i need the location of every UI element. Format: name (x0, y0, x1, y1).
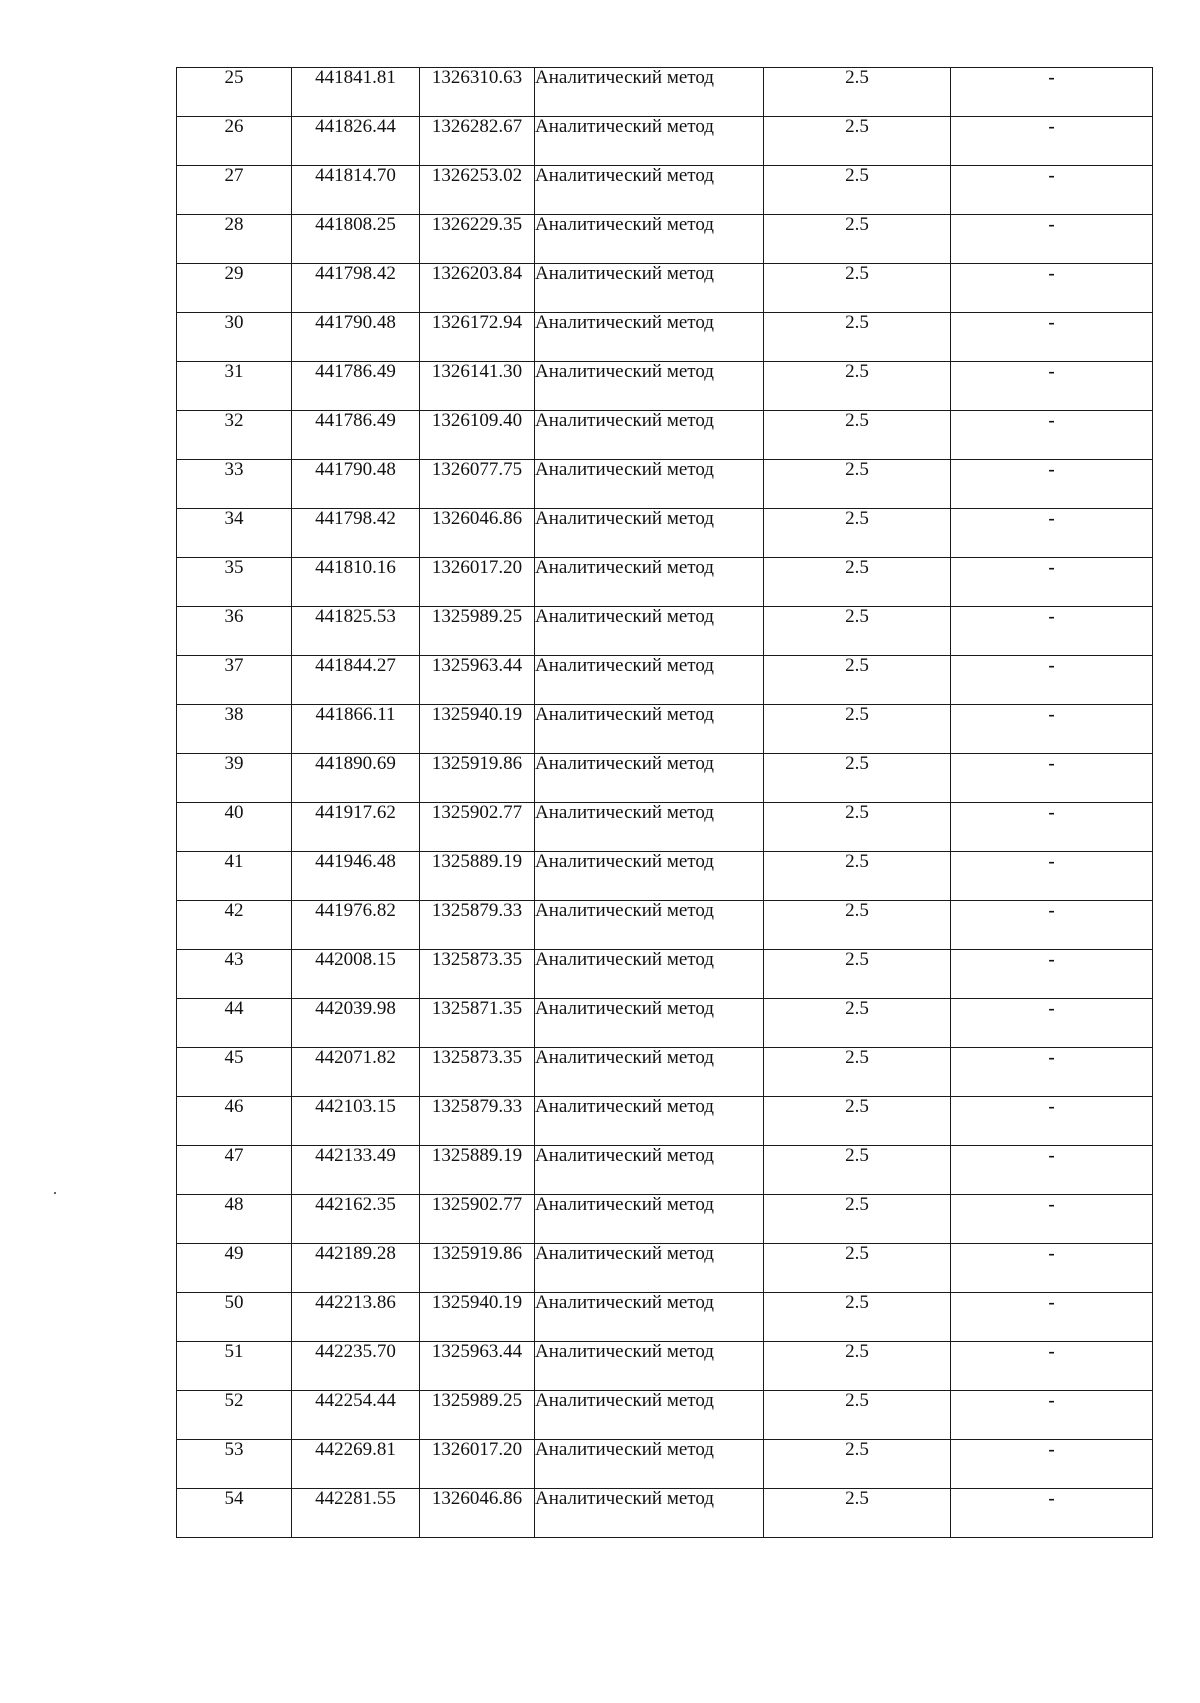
table-row (177, 803, 1153, 852)
y-coordinate-cell: 1326253.02 (420, 166, 535, 215)
description-cell: - (951, 754, 1153, 803)
method-cell: Аналитический метод (535, 999, 764, 1048)
point-number-cell: 27 (177, 166, 292, 215)
method-cell: Аналитический метод (535, 852, 764, 901)
x-coordinate-cell: 442071.82 (292, 1048, 420, 1097)
description-cell: - (951, 1097, 1153, 1146)
method-cell: Аналитический метод (535, 607, 764, 656)
point-number-cell: 34 (177, 509, 292, 558)
method-cell: Аналитический метод (535, 1097, 764, 1146)
x-coordinate-cell: 441790.48 (292, 460, 420, 509)
accuracy-cell: 2.5 (764, 264, 951, 313)
table-row (177, 1048, 1153, 1097)
accuracy-cell: 2.5 (764, 362, 951, 411)
accuracy-cell: 2.5 (764, 656, 951, 705)
description-cell: - (951, 999, 1153, 1048)
y-coordinate-cell: 1326077.75 (420, 460, 535, 509)
method-cell: Аналитический метод (535, 901, 764, 950)
description-cell: - (951, 1293, 1153, 1342)
table-row (177, 1440, 1153, 1489)
coordinates-table-body (177, 68, 1153, 1538)
x-coordinate-cell: 442008.15 (292, 950, 420, 999)
method-cell: Аналитический метод (535, 705, 764, 754)
x-coordinate-cell: 441826.44 (292, 117, 420, 166)
y-coordinate-cell: 1325940.19 (420, 705, 535, 754)
method-cell: Аналитический метод (535, 215, 764, 264)
description-cell: - (951, 1146, 1153, 1195)
description-cell: - (951, 607, 1153, 656)
y-coordinate-cell: 1326017.20 (420, 558, 535, 607)
method-cell: Аналитический метод (535, 117, 764, 166)
x-coordinate-cell: 441786.49 (292, 362, 420, 411)
accuracy-cell: 2.5 (764, 1440, 951, 1489)
description-cell: - (951, 313, 1153, 362)
method-cell: Аналитический метод (535, 509, 764, 558)
description-cell: - (951, 656, 1153, 705)
method-cell: Аналитический метод (535, 1440, 764, 1489)
description-cell: - (951, 166, 1153, 215)
x-coordinate-cell: 441841.81 (292, 68, 420, 117)
y-coordinate-cell: 1326282.67 (420, 117, 535, 166)
table-row (177, 705, 1153, 754)
description-cell: - (951, 803, 1153, 852)
description-cell: - (951, 117, 1153, 166)
method-cell: Аналитический метод (535, 1342, 764, 1391)
y-coordinate-cell: 1326310.63 (420, 68, 535, 117)
accuracy-cell: 2.5 (764, 1293, 951, 1342)
description-cell: - (951, 950, 1153, 999)
point-number-cell: 50 (177, 1293, 292, 1342)
y-coordinate-cell: 1325940.19 (420, 1293, 535, 1342)
y-coordinate-cell: 1325919.86 (420, 1244, 535, 1293)
point-number-cell: 51 (177, 1342, 292, 1391)
description-cell: - (951, 558, 1153, 607)
description-cell: - (951, 1195, 1153, 1244)
scan-artifact-dot (54, 1192, 56, 1194)
point-number-cell: 33 (177, 460, 292, 509)
point-number-cell: 31 (177, 362, 292, 411)
method-cell: Аналитический метод (535, 1391, 764, 1440)
x-coordinate-cell: 442213.86 (292, 1293, 420, 1342)
method-cell: Аналитический метод (535, 313, 764, 362)
point-number-cell: 46 (177, 1097, 292, 1146)
y-coordinate-cell: 1326141.30 (420, 362, 535, 411)
y-coordinate-cell: 1325902.77 (420, 803, 535, 852)
method-cell: Аналитический метод (535, 754, 764, 803)
method-cell: Аналитический метод (535, 166, 764, 215)
accuracy-cell: 2.5 (764, 950, 951, 999)
point-number-cell: 39 (177, 754, 292, 803)
accuracy-cell: 2.5 (764, 460, 951, 509)
y-coordinate-cell: 1326046.86 (420, 1489, 535, 1538)
y-coordinate-cell: 1326109.40 (420, 411, 535, 460)
table-row (177, 558, 1153, 607)
description-cell: - (951, 509, 1153, 558)
point-number-cell: 48 (177, 1195, 292, 1244)
description-cell: - (951, 215, 1153, 264)
point-number-cell: 36 (177, 607, 292, 656)
method-cell: Аналитический метод (535, 1489, 764, 1538)
point-number-cell: 32 (177, 411, 292, 460)
x-coordinate-cell: 441917.62 (292, 803, 420, 852)
table-row (177, 1391, 1153, 1440)
method-cell: Аналитический метод (535, 264, 764, 313)
description-cell: - (951, 460, 1153, 509)
accuracy-cell: 2.5 (764, 117, 951, 166)
x-coordinate-cell: 442133.49 (292, 1146, 420, 1195)
accuracy-cell: 2.5 (764, 411, 951, 460)
description-cell: - (951, 705, 1153, 754)
y-coordinate-cell: 1325963.44 (420, 656, 535, 705)
x-coordinate-cell: 441810.16 (292, 558, 420, 607)
point-number-cell: 52 (177, 1391, 292, 1440)
y-coordinate-cell: 1326203.84 (420, 264, 535, 313)
y-coordinate-cell: 1326017.20 (420, 1440, 535, 1489)
point-number-cell: 28 (177, 215, 292, 264)
description-cell: - (951, 1342, 1153, 1391)
table-row (177, 1146, 1153, 1195)
accuracy-cell: 2.5 (764, 215, 951, 264)
table-row (177, 1097, 1153, 1146)
accuracy-cell: 2.5 (764, 313, 951, 362)
x-coordinate-cell: 441790.48 (292, 313, 420, 362)
table-row (177, 68, 1153, 117)
accuracy-cell: 2.5 (764, 1195, 951, 1244)
x-coordinate-cell: 441844.27 (292, 656, 420, 705)
y-coordinate-cell: 1325879.33 (420, 901, 535, 950)
y-coordinate-cell: 1325989.25 (420, 607, 535, 656)
description-cell: - (951, 411, 1153, 460)
x-coordinate-cell: 442235.70 (292, 1342, 420, 1391)
table-row (177, 1293, 1153, 1342)
x-coordinate-cell: 442162.35 (292, 1195, 420, 1244)
accuracy-cell: 2.5 (764, 509, 951, 558)
x-coordinate-cell: 441946.48 (292, 852, 420, 901)
point-number-cell: 53 (177, 1440, 292, 1489)
description-cell: - (951, 264, 1153, 313)
table-row (177, 313, 1153, 362)
x-coordinate-cell: 441786.49 (292, 411, 420, 460)
table-row (177, 117, 1153, 166)
x-coordinate-cell: 441976.82 (292, 901, 420, 950)
table-row (177, 656, 1153, 705)
y-coordinate-cell: 1325871.35 (420, 999, 535, 1048)
table-row (177, 901, 1153, 950)
table-row (177, 264, 1153, 313)
method-cell: Аналитический метод (535, 1146, 764, 1195)
x-coordinate-cell: 442189.28 (292, 1244, 420, 1293)
method-cell: Аналитический метод (535, 68, 764, 117)
description-cell: - (951, 1489, 1153, 1538)
y-coordinate-cell: 1325919.86 (420, 754, 535, 803)
accuracy-cell: 2.5 (764, 1097, 951, 1146)
table-row (177, 950, 1153, 999)
accuracy-cell: 2.5 (764, 901, 951, 950)
point-number-cell: 42 (177, 901, 292, 950)
accuracy-cell: 2.5 (764, 1146, 951, 1195)
point-number-cell: 29 (177, 264, 292, 313)
x-coordinate-cell: 442281.55 (292, 1489, 420, 1538)
x-coordinate-cell: 442269.81 (292, 1440, 420, 1489)
y-coordinate-cell: 1325889.19 (420, 852, 535, 901)
y-coordinate-cell: 1325963.44 (420, 1342, 535, 1391)
y-coordinate-cell: 1325989.25 (420, 1391, 535, 1440)
table-row (177, 215, 1153, 264)
point-number-cell: 26 (177, 117, 292, 166)
table-row (177, 852, 1153, 901)
y-coordinate-cell: 1325879.33 (420, 1097, 535, 1146)
method-cell: Аналитический метод (535, 656, 764, 705)
y-coordinate-cell: 1326046.86 (420, 509, 535, 558)
point-number-cell: 38 (177, 705, 292, 754)
method-cell: Аналитический метод (535, 1048, 764, 1097)
method-cell: Аналитический метод (535, 411, 764, 460)
point-number-cell: 43 (177, 950, 292, 999)
accuracy-cell: 2.5 (764, 68, 951, 117)
y-coordinate-cell: 1325873.35 (420, 950, 535, 999)
point-number-cell: 47 (177, 1146, 292, 1195)
method-cell: Аналитический метод (535, 362, 764, 411)
table-row (177, 1244, 1153, 1293)
description-cell: - (951, 1244, 1153, 1293)
accuracy-cell: 2.5 (764, 1244, 951, 1293)
accuracy-cell: 2.5 (764, 1489, 951, 1538)
x-coordinate-cell: 441798.42 (292, 264, 420, 313)
y-coordinate-cell: 1326229.35 (420, 215, 535, 264)
description-cell: - (951, 901, 1153, 950)
method-cell: Аналитический метод (535, 558, 764, 607)
table-row (177, 754, 1153, 803)
method-cell: Аналитический метод (535, 1195, 764, 1244)
coordinates-table (176, 67, 1153, 1538)
table-row (177, 1489, 1153, 1538)
accuracy-cell: 2.5 (764, 754, 951, 803)
x-coordinate-cell: 441798.42 (292, 509, 420, 558)
method-cell: Аналитический метод (535, 803, 764, 852)
method-cell: Аналитический метод (535, 460, 764, 509)
table-row (177, 999, 1153, 1048)
point-number-cell: 54 (177, 1489, 292, 1538)
method-cell: Аналитический метод (535, 950, 764, 999)
accuracy-cell: 2.5 (764, 1342, 951, 1391)
description-cell: - (951, 362, 1153, 411)
table-row (177, 607, 1153, 656)
accuracy-cell: 2.5 (764, 558, 951, 607)
y-coordinate-cell: 1326172.94 (420, 313, 535, 362)
x-coordinate-cell: 442103.15 (292, 1097, 420, 1146)
accuracy-cell: 2.5 (764, 852, 951, 901)
table-row (177, 460, 1153, 509)
x-coordinate-cell: 441890.69 (292, 754, 420, 803)
point-number-cell: 37 (177, 656, 292, 705)
y-coordinate-cell: 1325902.77 (420, 1195, 535, 1244)
accuracy-cell: 2.5 (764, 1048, 951, 1097)
accuracy-cell: 2.5 (764, 999, 951, 1048)
description-cell: - (951, 1440, 1153, 1489)
accuracy-cell: 2.5 (764, 803, 951, 852)
x-coordinate-cell: 441808.25 (292, 215, 420, 264)
point-number-cell: 49 (177, 1244, 292, 1293)
accuracy-cell: 2.5 (764, 1391, 951, 1440)
x-coordinate-cell: 441814.70 (292, 166, 420, 215)
point-number-cell: 25 (177, 68, 292, 117)
x-coordinate-cell: 441866.11 (292, 705, 420, 754)
x-coordinate-cell: 442254.44 (292, 1391, 420, 1440)
x-coordinate-cell: 442039.98 (292, 999, 420, 1048)
point-number-cell: 41 (177, 852, 292, 901)
table-row (177, 1195, 1153, 1244)
point-number-cell: 45 (177, 1048, 292, 1097)
table-row (177, 166, 1153, 215)
table-row (177, 362, 1153, 411)
description-cell: - (951, 852, 1153, 901)
table-row (177, 509, 1153, 558)
x-coordinate-cell: 441825.53 (292, 607, 420, 656)
description-cell: - (951, 1048, 1153, 1097)
description-cell: - (951, 68, 1153, 117)
point-number-cell: 40 (177, 803, 292, 852)
table-row (177, 411, 1153, 460)
accuracy-cell: 2.5 (764, 705, 951, 754)
accuracy-cell: 2.5 (764, 607, 951, 656)
point-number-cell: 30 (177, 313, 292, 362)
y-coordinate-cell: 1325889.19 (420, 1146, 535, 1195)
y-coordinate-cell: 1325873.35 (420, 1048, 535, 1097)
accuracy-cell: 2.5 (764, 166, 951, 215)
table-row (177, 1342, 1153, 1391)
method-cell: Аналитический метод (535, 1244, 764, 1293)
method-cell: Аналитический метод (535, 1293, 764, 1342)
description-cell: - (951, 1391, 1153, 1440)
point-number-cell: 35 (177, 558, 292, 607)
point-number-cell: 44 (177, 999, 292, 1048)
